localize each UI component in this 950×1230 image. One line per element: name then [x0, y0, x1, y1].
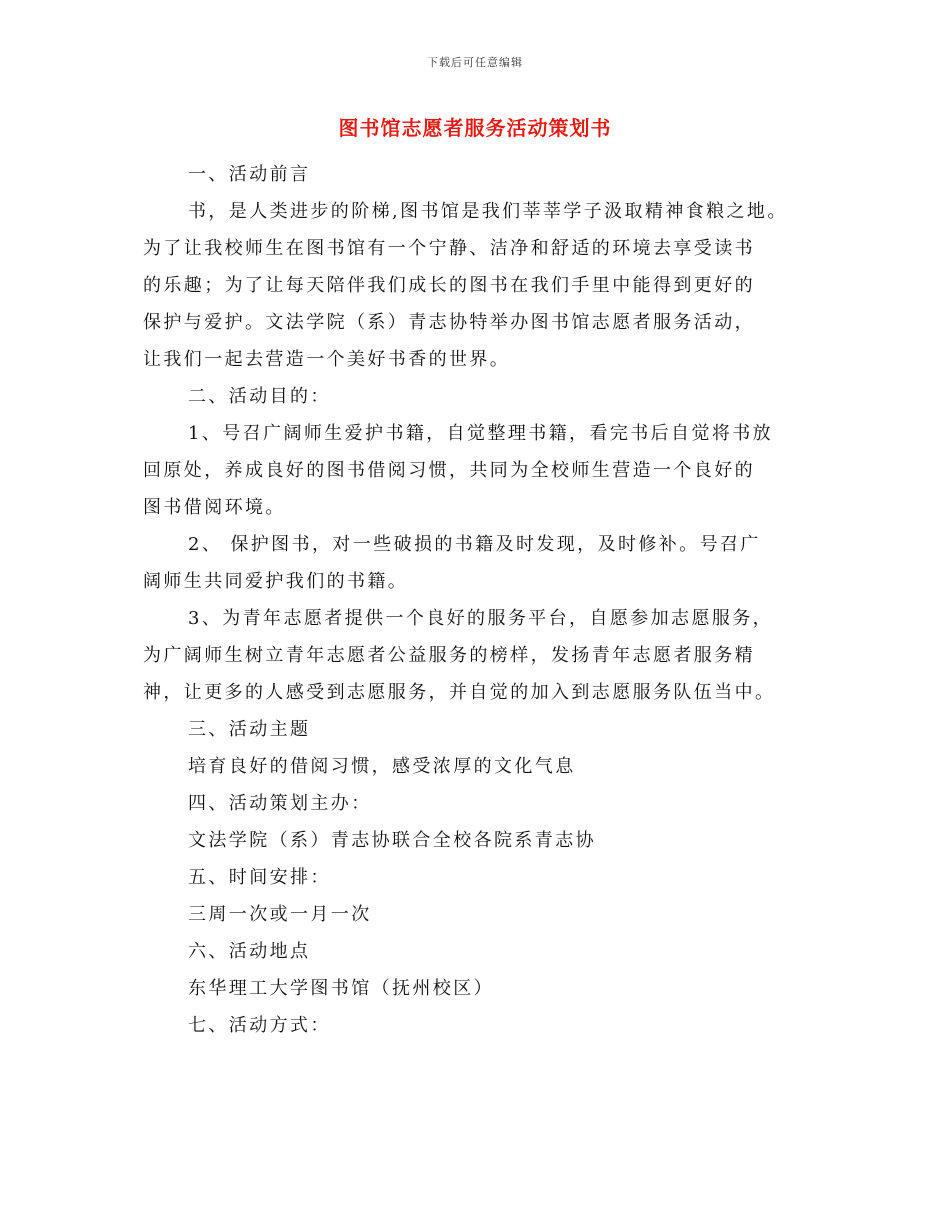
text-line: 培育良好的借阅习惯，感受浓厚的文化气息 [188, 756, 576, 777]
text-line: 神，让更多的人感受到志愿服务，并自觉的加入到志愿服务队伍当中。 [143, 682, 776, 703]
text-line: 阔师生共同爱护我们的书籍。 [143, 571, 409, 592]
text-line: 七、活动方式： [188, 1015, 331, 1036]
document-body [143, 156, 833, 1044]
header-note: 下载后可任意编辑 [427, 56, 523, 69]
text-line: 书，是人类进步的阶梯,图书馆是我们莘莘学子汲取精神食粮之地。 [188, 201, 788, 222]
text-line: 四、活动策划主办： [188, 793, 372, 814]
text-line: 三周一次或一月一次 [188, 904, 372, 925]
text-line: 六、活动地点 [188, 941, 311, 962]
text-line: 2、 保护图书，对一些破损的书籍及时发现，及时修补。号召广 [188, 534, 761, 555]
text-line: 五、时间安排： [188, 867, 331, 888]
text-line: 图书借阅环境。 [143, 497, 286, 518]
text-line: 三、活动主题 [188, 719, 311, 740]
document-title: 图书馆志愿者服务活动策划书 [338, 116, 612, 140]
text-line: 二、活动目的： [188, 386, 331, 407]
text-line: 文法学院（系）青志协联合全校各院系青志协 [188, 830, 596, 851]
text-line: 一、活动前言 [188, 164, 311, 185]
text-line: 为了让我校师生在图书馆有一个宁静、洁净和舒适的环境去享受读书 [143, 238, 755, 259]
text-line: 让我们一起去营造一个美好书香的世界。 [143, 349, 511, 370]
text-line: 3、为青年志愿者提供一个良好的服务平台，自愿参加志愿服务， [188, 608, 774, 629]
text-line: 1、号召广阔师生爱护书籍，自觉整理书籍，看完书后自觉将书放 [188, 423, 774, 444]
text-line: 的乐趣；为了让每天陪伴我们成长的图书在我们手里中能得到更好的 [143, 275, 755, 296]
text-line: 东华理工大学图书馆（抚州校区） [188, 978, 494, 999]
text-line: 为广阔师生树立青年志愿者公益服务的榜样，发扬青年志愿者服务精 [143, 645, 755, 666]
text-line: 回原处，养成良好的图书借阅习惯，共同为全校师生营造一个良好的 [143, 460, 755, 481]
text-line: 保护与爱护。文法学院（系）青志协特举办图书馆志愿者服务活动， [143, 312, 755, 333]
